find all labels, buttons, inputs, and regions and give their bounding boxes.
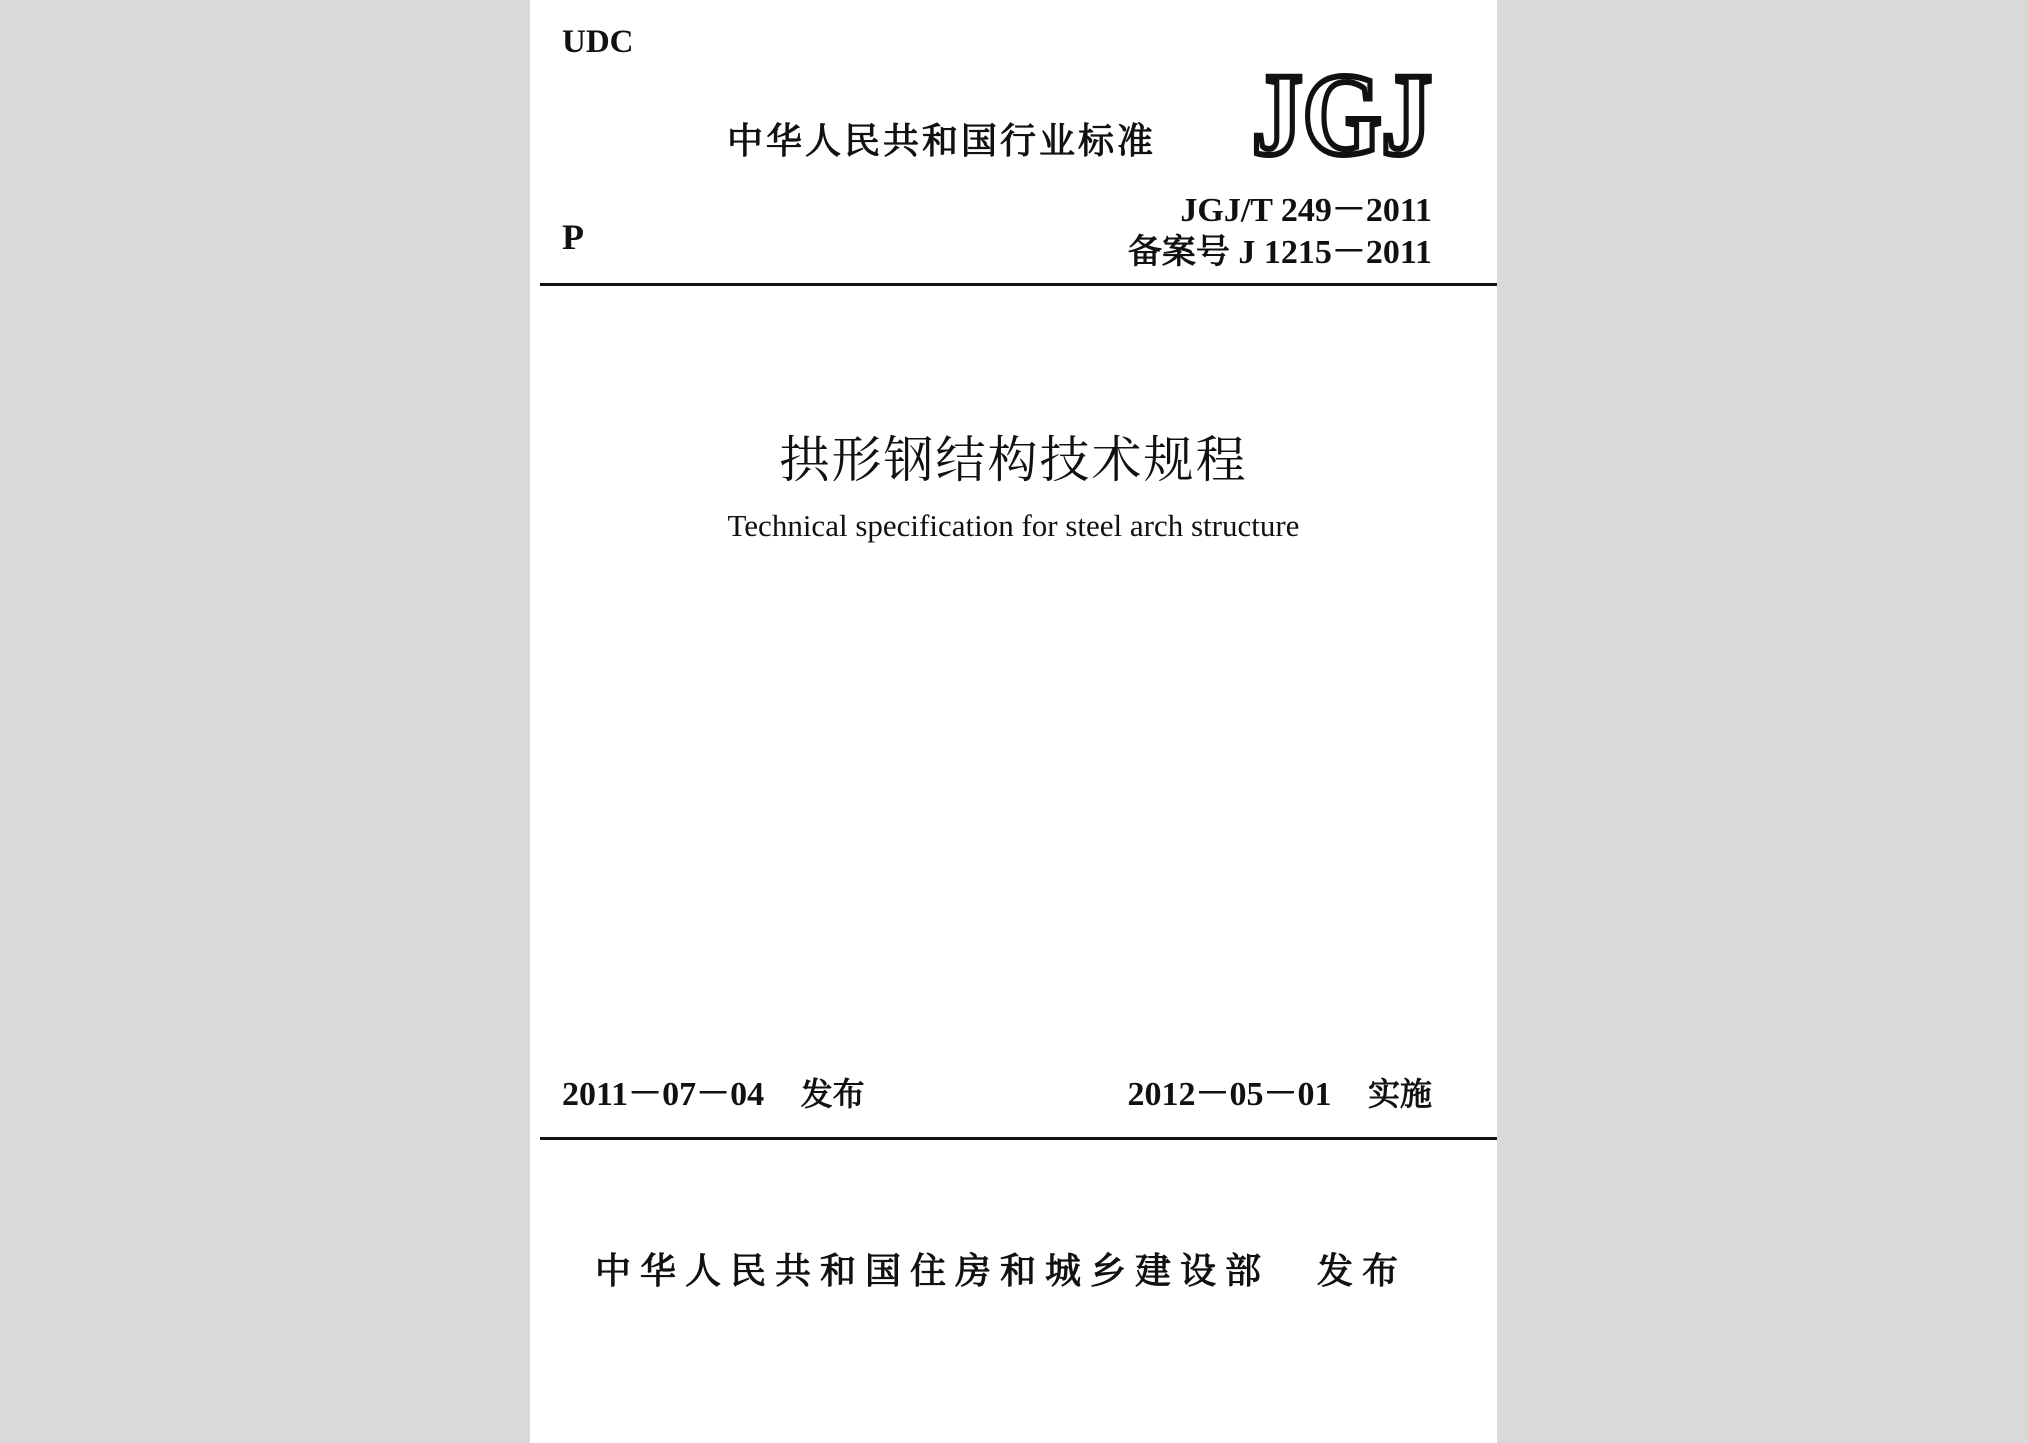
effective-date <box>1127 1066 1432 1115</box>
issue-date-value: 2011－07－04 <box>562 1076 765 1113</box>
publish-label: 发布 <box>1317 1251 1408 1292</box>
udc-label: UDC <box>562 24 634 60</box>
title-english: Technical specification for steel arch structure <box>727 508 1300 543</box>
effective-label: 实施 <box>1367 1075 1432 1113</box>
record-number: 备案号 J 1215－2011 <box>1127 234 1432 271</box>
jgj-logo-text: JGJ <box>1252 49 1432 180</box>
jgj-logo <box>1252 49 1434 180</box>
standard-type: 中华人民共和国行业标准 <box>727 121 1157 162</box>
standard-number: JGJ/T 249－2011 <box>1180 192 1432 229</box>
title-chinese: 拱形钢结构技术规程 <box>779 431 1248 489</box>
document-cover-page <box>530 0 1497 1443</box>
effective-date-value: 2012－05－01 <box>1127 1076 1332 1113</box>
category-label: P <box>562 217 584 257</box>
issue-date <box>562 1066 865 1115</box>
issue-label: 发布 <box>800 1075 865 1113</box>
top-divider <box>540 283 1497 286</box>
bottom-divider <box>540 1137 1497 1140</box>
publisher: 中华人民共和国住房和城乡建设部 <box>595 1251 1271 1292</box>
